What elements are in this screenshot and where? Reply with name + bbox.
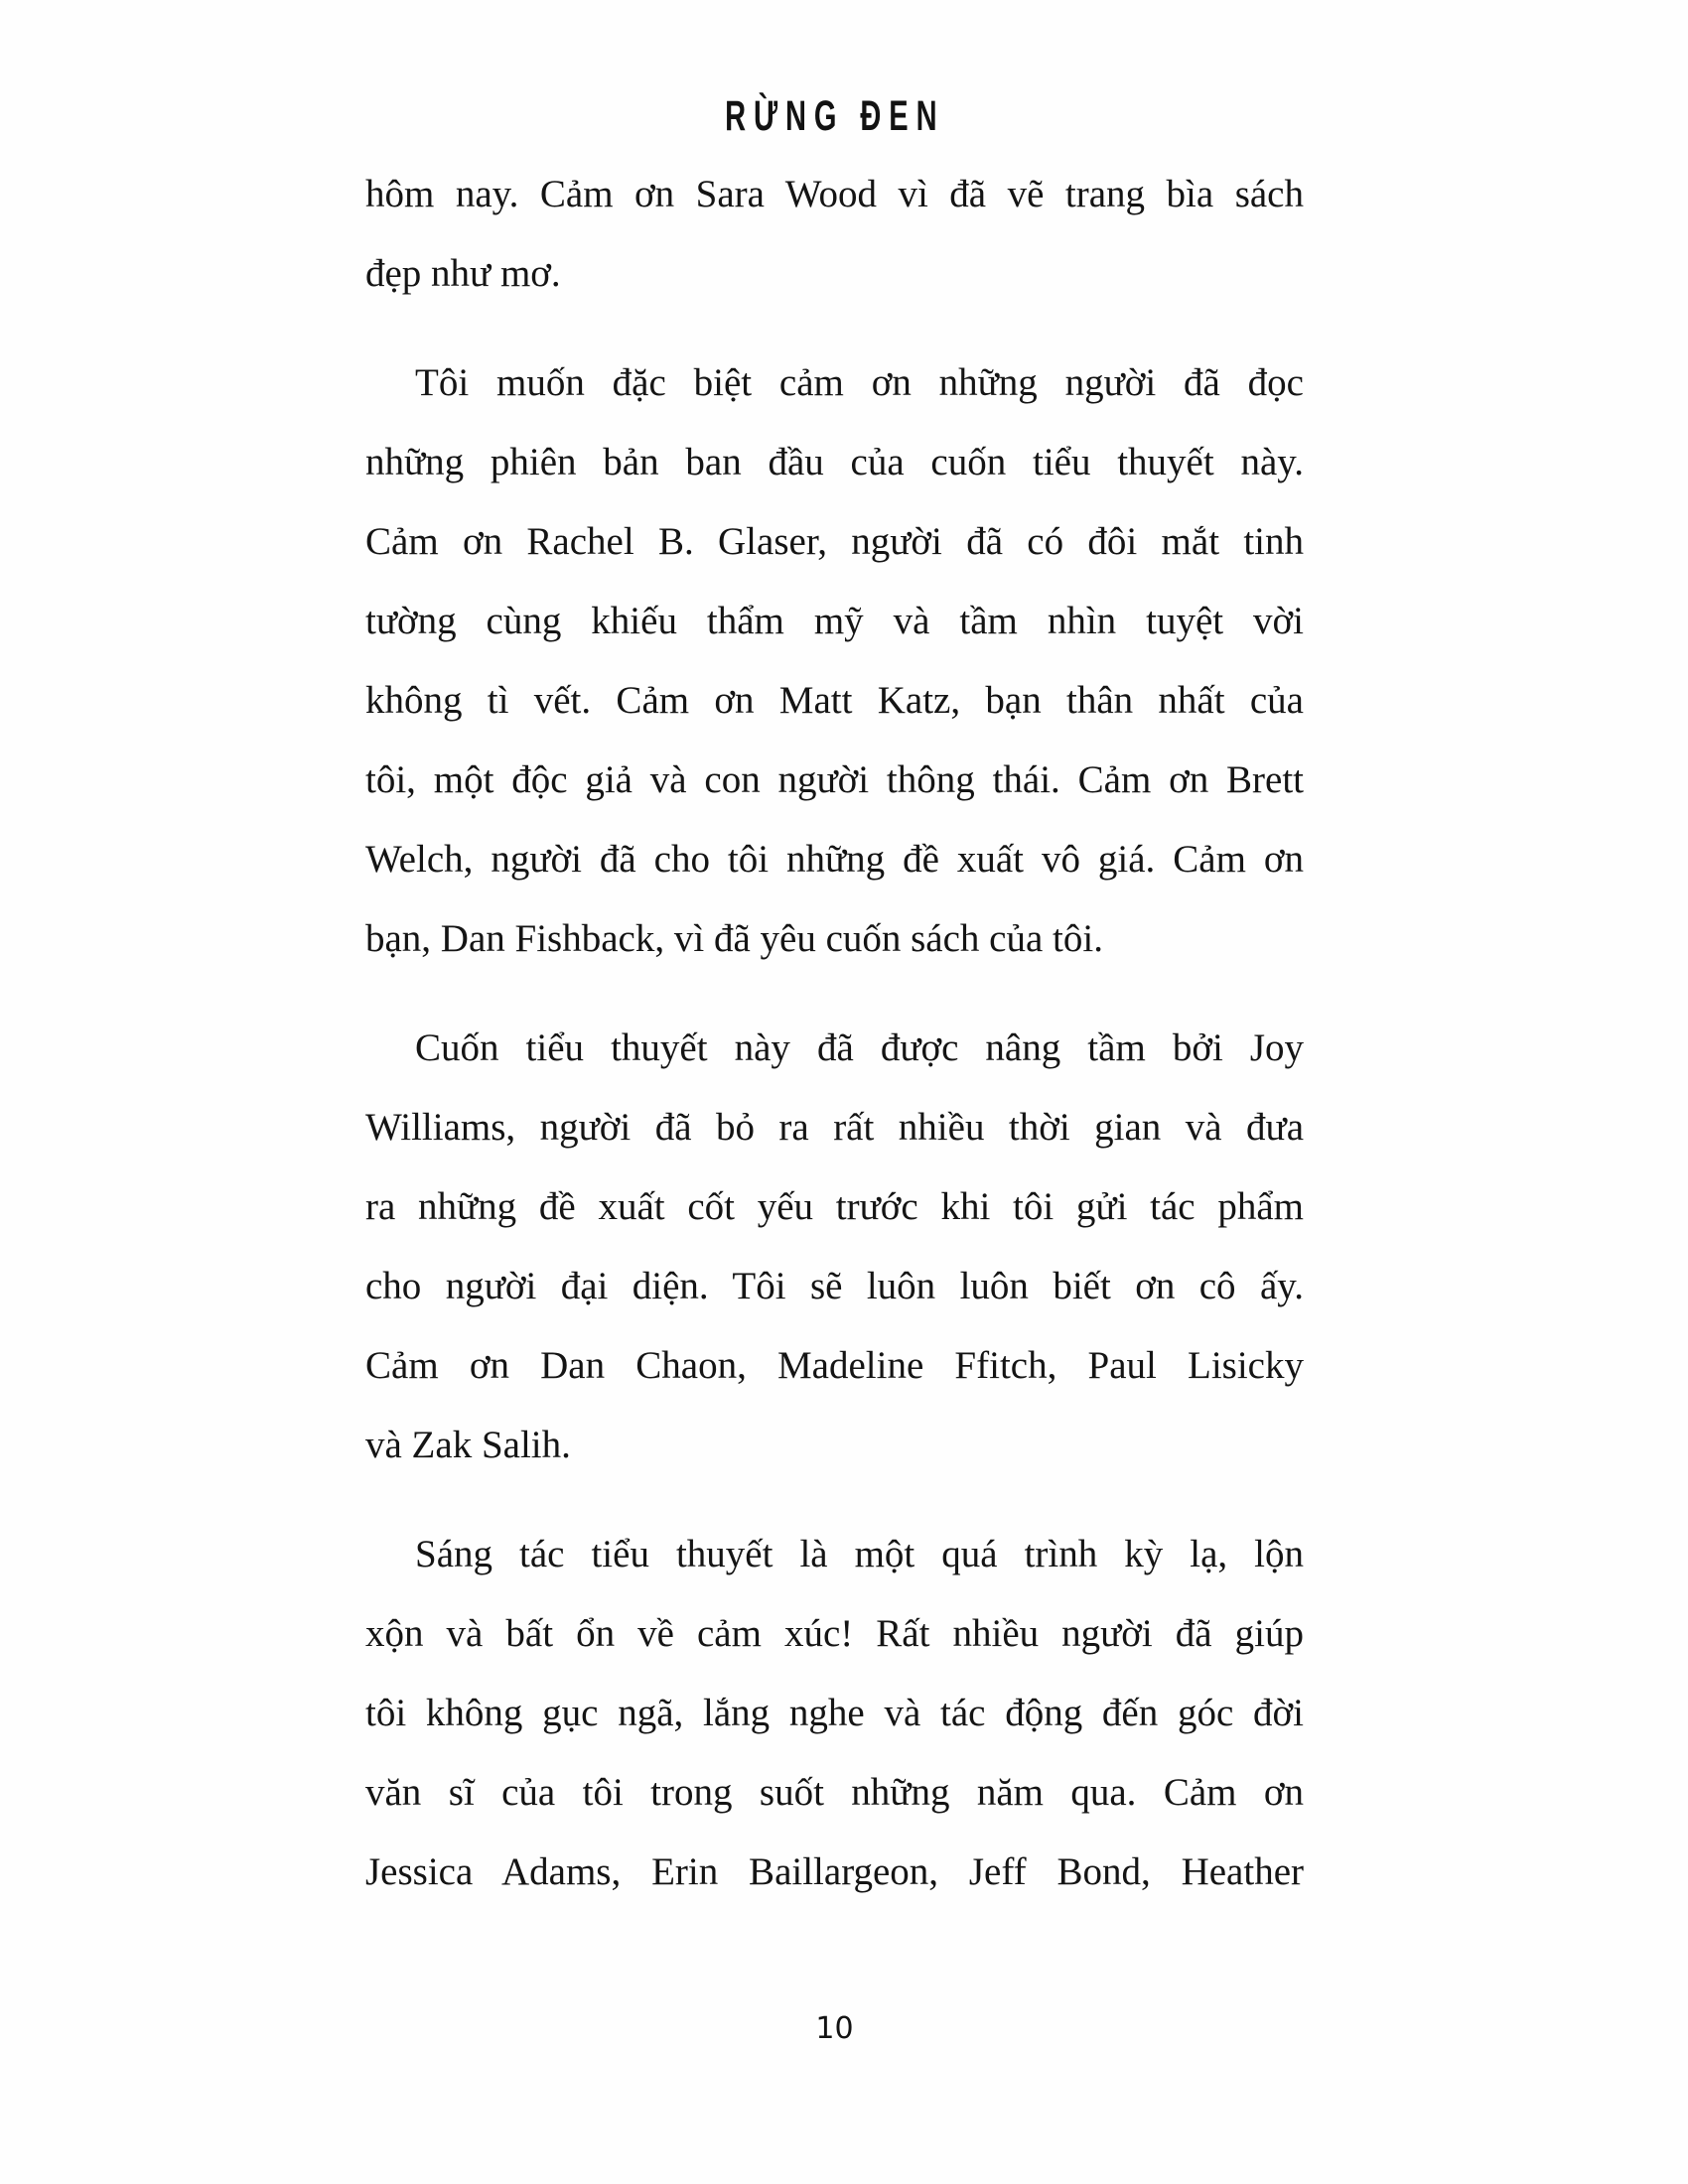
paragraph xyxy=(365,1009,1304,1485)
text-line: Williams, người đã bỏ ra rất nhiều thời gian và đưa xyxy=(365,1106,1304,1149)
running-header xyxy=(365,91,1304,140)
text-line: không tì vết. Cảm ơn Matt Katz, bạn thân nhất của xyxy=(365,679,1304,722)
text-line: bạn, Dan Fishback, vì đã yêu cuốn sách của tôi. xyxy=(365,917,1103,960)
paragraph xyxy=(365,155,1304,314)
body-text xyxy=(365,155,1304,1912)
text-line: hôm nay. Cảm ơn Sara Wood vì đã vẽ trang bìa sách xyxy=(365,173,1304,215)
page-number: 10 xyxy=(815,2011,854,2046)
text-line: Cảm ơn Dan Chaon, Madeline Ffitch, Paul Lisicky xyxy=(365,1344,1304,1387)
text-line: Tôi muốn đặc biệt cảm ơn những người đã đọc xyxy=(415,361,1304,404)
text-line: tôi không gục ngã, lắng nghe và tác động đến góc đời xyxy=(365,1692,1304,1734)
text-line: Cảm ơn Rachel B. Glaser, người đã có đôi mắt tinh xyxy=(365,520,1304,563)
text-line: tường cùng khiếu thẩm mỹ và tầm nhìn tuyệt vời xyxy=(365,600,1304,642)
text-line: tôi, một độc giả và con người thông thái. Cảm ơn Brett xyxy=(365,758,1304,801)
paragraph xyxy=(365,343,1304,979)
text-line: Cuốn tiểu thuyết này đã được nâng tầm bởi Joy xyxy=(415,1026,1304,1069)
text-line: Jessica Adams, Erin Baillargeon, Jeff Bond, Heather xyxy=(365,1850,1304,1893)
text-line: văn sĩ của tôi trong suốt những năm qua. Cảm ơn xyxy=(365,1771,1304,1814)
paragraph xyxy=(365,1515,1304,1912)
text-line: Sáng tác tiểu thuyết là một quá trình kỳ lạ, lộn xyxy=(415,1533,1304,1575)
text-line: cho người đại diện. Tôi sẽ luôn luôn biết ơn cô ấy. xyxy=(365,1265,1304,1307)
book-title: RỪNG ĐEN xyxy=(724,91,945,140)
text-line: và Zak Salih. xyxy=(365,1424,571,1466)
text-line: Welch, người đã cho tôi những đề xuất vô giá. Cảm ơn xyxy=(365,838,1304,881)
text-line: những phiên bản ban đầu của cuốn tiểu thuyết này. xyxy=(365,441,1304,483)
text-line: đẹp như mơ. xyxy=(365,252,561,295)
text-line: ra những đề xuất cốt yếu trước khi tôi gửi tác phẩm xyxy=(365,1185,1304,1228)
text-line: xộn và bất ổn về cảm xúc! Rất nhiều người đã giúp xyxy=(365,1612,1304,1655)
page-footer xyxy=(365,2011,1304,2046)
